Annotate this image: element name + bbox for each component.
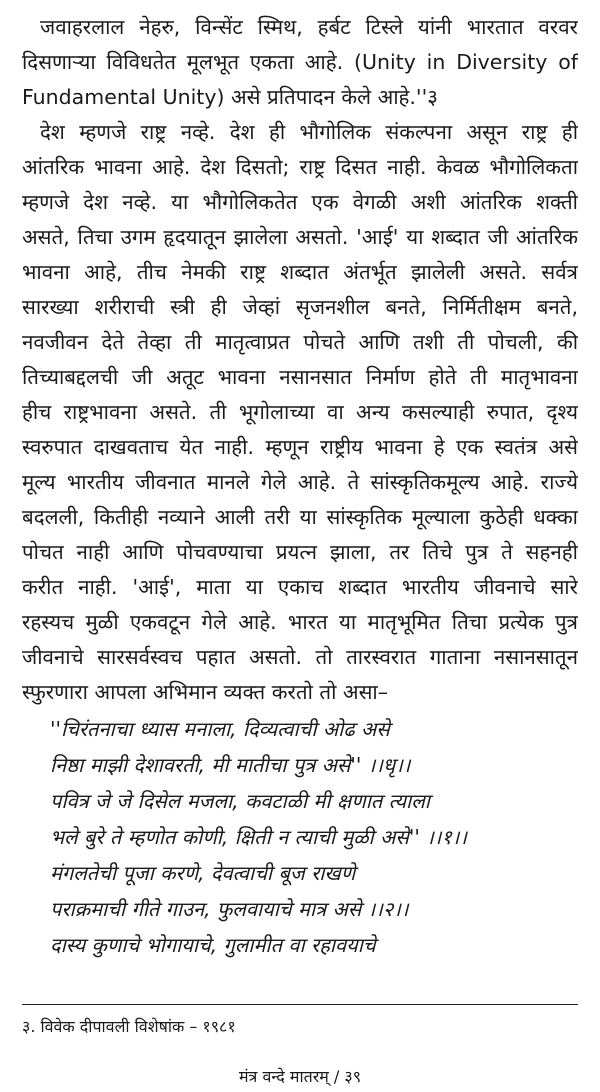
page-footer: मंत्र वन्दे मातरम् / ३९: [238, 1067, 362, 1086]
body-line: मूल्य भारतीय जीवनात मानले गेले आहे. ते सांस्कृतिकमूल्य आहे. राज्ये: [22, 470, 578, 494]
footnote-rule: [22, 1004, 578, 1005]
body-line: जीवनाचे सारसर्वस्वच पहात असतो. तो तारस्वरात गाताना नसानसातून: [22, 645, 578, 669]
verse-line: पराक्रमाची गीते गाउन, फुलवायाचे मात्र असे ।।२।।: [50, 897, 409, 921]
verse-line: पवित्र जे जे दिसेल मजला, कवटाळी मी क्षणात त्याला: [50, 789, 430, 813]
body-line: रहस्यच मुळी एकवटून गेले आहे. भारत या मातृभूमित तिचा प्रत्येक पुत्र: [22, 610, 578, 634]
body-line: म्हणजे देश नव्हे. या भौगोलिकतेत एक वेगळी अशी आंतरिक शक्ती: [22, 190, 578, 214]
verse-line: दास्य कुणाचे भोगायाचे, गुलामीत वा रहावयाचे: [50, 933, 376, 957]
body-line: तिच्याबद्दलची जी अतूट भावना नसानसात निर्माण होते ती मातृभावना: [22, 365, 578, 389]
body-line: भावना आहे, तीच नेमकी राष्ट्र शब्दात अंतर्भूत झालेली असते. सर्वत्र: [22, 260, 578, 284]
body-line: पोचत नाही आणि पोचवण्याचा प्रयत्न झाला, तर तिचे पुत्र ते सहनही: [22, 540, 578, 564]
body-line: करीत नाही. 'आई', माता या एकाच शब्दात भारतीय जीवनाचे सारे: [22, 575, 578, 599]
verse-line: निष्ठा माझी देशावरती, मी मातीचा पुत्र असे'' ।।धृ।।: [50, 753, 411, 777]
body-line: स्फुरणारा आपला अभिमान व्यक्त करतो तो असा–: [22, 680, 388, 704]
body-line: स्वरुपात दाखवताच येत नाही. म्हणून राष्ट्रीय भावना हे एक स्वतंत्र असे: [22, 435, 578, 459]
verse-line: मंगलतेची पूजा करणे, देवत्वाची बूज राखणे: [50, 861, 356, 885]
body-line: जवाहरलाल नेहरु, विन्सेंट स्मिथ, हर्बट टिस्ले यांनी भारतात वरवर: [40, 15, 578, 39]
body-line: बदलली, कितीही नव्याने आली तरी या सांस्कृतिक मूल्याला कुठेही धक्का: [22, 505, 578, 529]
verse-line: ''चिरंतनाचा ध्यास मनाला, दिव्यत्वाची ओढ असे: [50, 717, 390, 741]
body-line: असते, तिचा उगम हृदयातून झालेला असतो. 'आई' या शब्दात जी आंतरिक: [22, 225, 578, 249]
footnote: ३. विवेक दीपावली विशेषांक – १९८१: [22, 1017, 236, 1036]
body-line: Fundamental Unity) असे प्रतिपादन केले आहे.''३: [22, 85, 438, 109]
body-line: हीच राष्ट्रभावना असते. ती भूगोलाच्या वा अन्य कसल्याही रुपात, दृश्य: [22, 400, 578, 424]
verse-line: भले बुरे ते म्हणोत कोणी, क्षिती न त्याची मुळी असे'' ।।१।।: [50, 825, 467, 849]
body-line: आंतरिक भावना आहे. देश दिसतो; राष्ट्र दिसत नाही. केवळ भौगोलिकता: [22, 155, 578, 179]
body-line: देश म्हणजे राष्ट्र नव्हे. देश ही भौगोलिक संकल्पना असून राष्ट्र ही: [40, 120, 578, 144]
body-line: दिसणाऱ्या विविधतेत मूलभूत एकता आहे. (Unity in Diversity of: [22, 50, 578, 74]
body-line: नवजीवन देते तेव्हा ती मातृत्वाप्रत पोचते आणि तशी ती पोचली, की: [22, 330, 578, 354]
body-line: सारख्या शरीराची स्त्री ही जेव्हां सृजनशील बनते, निर्मितीक्षम बनते,: [22, 295, 578, 319]
